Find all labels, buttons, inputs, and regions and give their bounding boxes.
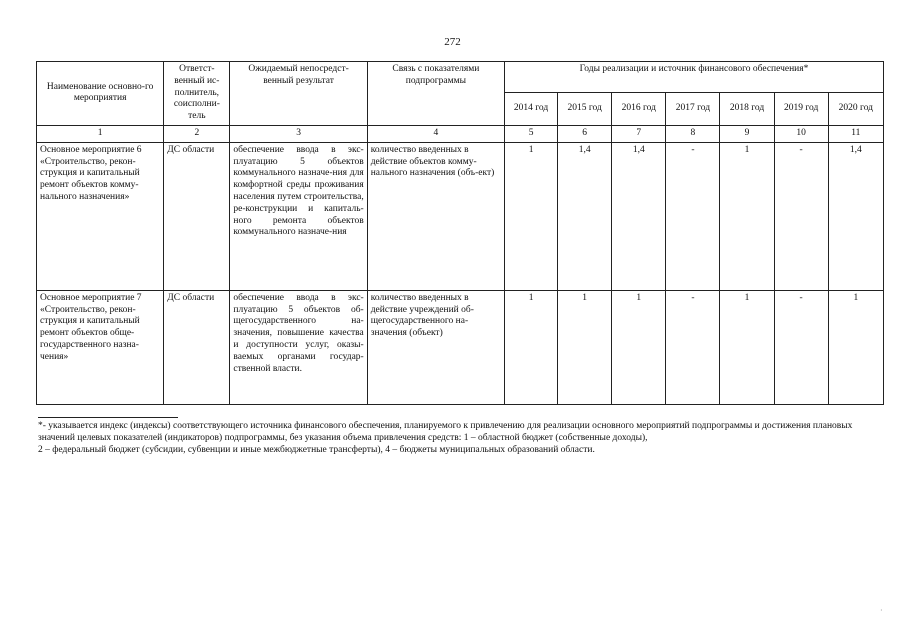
activity-name: Основное мероприятие 7 «Строительство, рекон-струкция и капитальный ремонт объектов обще-государственного назна-чения» (37, 290, 164, 404)
header-year-2020: 2020 год (828, 92, 883, 125)
indicator-link: количество введенных в действие учреждений об-щегосударственного на-значения (объект) (367, 290, 504, 404)
header-executor: Ответст-венный ис-полнитель, соисполни-тель (164, 62, 230, 126)
activity-name: Основное мероприятие 6 «Строительство, рекон-струкция и капитальный ремонт объектов комму-нального назначения» (37, 142, 164, 290)
header-years-group: Годы реализации и источник финансового обеспечения* (505, 62, 884, 93)
responsible-executor: ДС области (164, 142, 230, 290)
header-year-2019: 2019 год (774, 92, 828, 125)
indicator-link: количество введенных в действие объектов комму-нального назначения (объ-ект) (367, 142, 504, 290)
funding-2016: 1,4 (612, 142, 666, 290)
funding-2020: 1 (828, 290, 883, 404)
header-year-2017: 2017 год (666, 92, 720, 125)
table-row (37, 142, 884, 290)
funding-2019: - (774, 142, 828, 290)
funding-2016: 1 (612, 290, 666, 404)
column-number: 7 (612, 125, 666, 142)
responsible-executor: ДС области (164, 290, 230, 404)
expected-result: обеспечение ввода в экс-плуатацию 5 объектов об-щегосударственного на-значения, повышение качества и доступности услуг, оказы-ваемых органами государ-ственной власти. (230, 290, 367, 404)
column-number: 4 (367, 125, 504, 142)
scan-mark: · (880, 606, 883, 615)
column-number: 3 (230, 125, 367, 142)
funding-2014: 1 (505, 290, 558, 404)
funding-2017: - (666, 142, 720, 290)
footnote-text: *- указывается индекс (индексы) соответствующего источника финансового обеспечения, планируемого к привлечению для реализации основного мероприятий подпрограммы и достижения плановых значений целевых показателей (индикаторов) подпрограммы, без указания объема привлечения средств: 1 – областной бюджет (собственные доходы), (38, 421, 853, 443)
header-year-2016: 2016 год (612, 92, 666, 125)
funding-2019: - (774, 290, 828, 404)
funding-2015: 1,4 (558, 142, 612, 290)
header-indicator-link: Связь с показателями подпрограммы (367, 62, 504, 126)
footnote (38, 420, 883, 456)
expected-result: обеспечение ввода в экс-плуатацию 5 объектов коммунального назначе-ния для комфортной среды проживания населения путем строительства, ре-конструкции и капиталь-ного ремонта объектов коммунального назначе-ния (230, 142, 367, 290)
funding-2018: 1 (720, 290, 774, 404)
program-activities-table (36, 61, 884, 405)
footnote-separator (38, 417, 178, 418)
column-number: 2 (164, 125, 230, 142)
header-year-2018: 2018 год (720, 92, 774, 125)
column-number-row (37, 125, 884, 142)
header-year-2015: 2015 год (558, 92, 612, 125)
funding-2017: - (666, 290, 720, 404)
header-activity-name: Наименование основно-го мероприятия (37, 62, 164, 126)
funding-2018: 1 (720, 142, 774, 290)
column-number: 8 (666, 125, 720, 142)
column-number: 6 (558, 125, 612, 142)
column-number: 5 (505, 125, 558, 142)
table-row (37, 290, 884, 404)
column-number: 9 (720, 125, 774, 142)
column-number: 10 (774, 125, 828, 142)
header-expected-result: Ожидаемый непосредст-венный результат (230, 62, 367, 126)
funding-2020: 1,4 (828, 142, 883, 290)
funding-2015: 1 (558, 290, 612, 404)
column-number: 1 (37, 125, 164, 142)
header-year-2014: 2014 год (505, 92, 558, 125)
footnote-text: 2 – федеральный бюджет (субсидии, субвенции и иные межбюджетные трансферты), 4 – бюджеты муниципальных образований области. (38, 445, 595, 455)
page-number: 272 (444, 36, 461, 48)
column-number: 11 (828, 125, 883, 142)
funding-2014: 1 (505, 142, 558, 290)
